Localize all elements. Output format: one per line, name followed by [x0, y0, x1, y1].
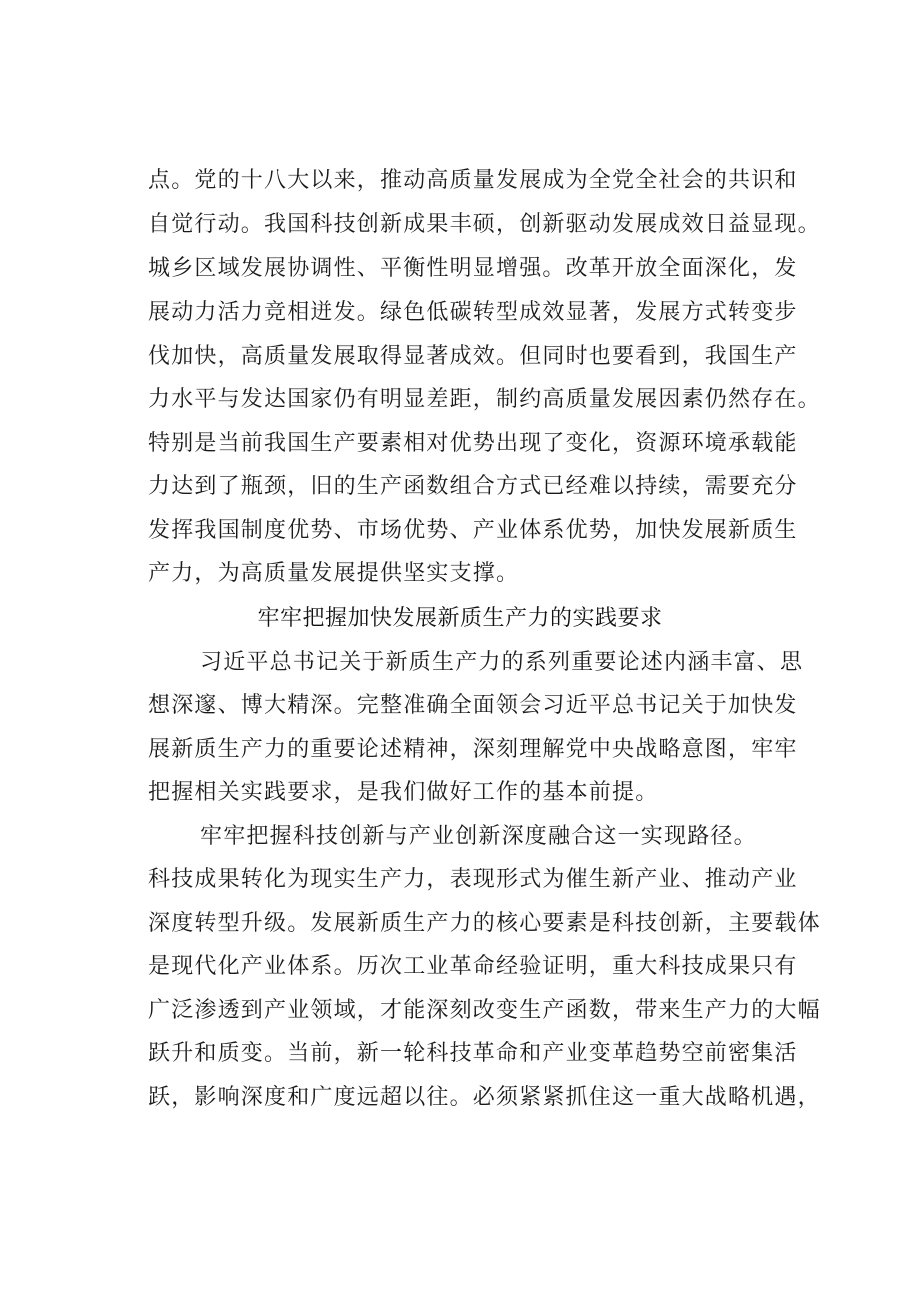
paragraph-line: 深度转型升级。发展新质生产力的核心要素是科技创新，主要载体 — [148, 911, 821, 936]
paragraph-line: 科技成果转化为现实生产力，表现形式为催生新产业、推动产业 — [148, 867, 798, 892]
paragraph-line: 跃，影响深度和广度远超以往。必须紧紧抓住这一重大战略机遇， — [148, 1085, 821, 1110]
paragraph-line: 特别是当前我国生产要素相对优势出现了变化，资源环境承载能 — [148, 431, 798, 456]
paragraph-line: 是现代化产业体系。历次工业革命经验证明，重大科技成果只有 — [148, 954, 798, 979]
paragraph-line: 伐加快，高质量发展取得显著成效。但同时也要看到，我国生产 — [148, 344, 798, 369]
paragraph-line: 牢牢把握科技创新与产业创新深度融合这一实现路径。 — [200, 824, 757, 849]
paragraph-line: 展动力活力竞相迸发。绿色低碳转型成效显著，发展方式转变步 — [148, 300, 798, 325]
paragraph-line: 习近平总书记关于新质生产力的系列重要论述内涵丰富、思 — [200, 650, 804, 675]
paragraph-line: 广泛渗透到产业领域，才能深刻改变生产函数，带来生产力的大幅 — [148, 998, 821, 1023]
paragraph-line: 想深邃、博大精深。完整准确全面领会习近平总书记关于加快发 — [148, 693, 798, 718]
section-heading: 牢牢把握加快发展新质生产力的实践要求 — [257, 606, 663, 631]
paragraph-line: 展新质生产力的重要论述精神，深刻理解党中央战略意图，牢牢 — [148, 737, 798, 762]
paragraph-line: 产力，为高质量发展提供坚实支撑。 — [148, 561, 520, 586]
paragraph-line: 力水平与发达国家仍有明显差距，制约高质量发展因素仍然存在。 — [148, 387, 821, 412]
paragraph-line: 点。党的十八大以来，推动高质量发展成为全党全社会的共识和 — [148, 168, 798, 193]
paragraph-line: 城乡区域发展协调性、平衡性明显增强。改革开放全面深化，发 — [148, 256, 798, 281]
paragraph-line: 力达到了瓶颈，旧的生产函数组合方式已经难以持续，需要充分 — [148, 474, 798, 499]
paragraph-line: 把握相关实践要求，是我们做好工作的基本前提。 — [148, 780, 659, 805]
paragraph-line: 自觉行动。我国科技创新成果丰硕，创新驱动发展成效日益显现。 — [148, 212, 821, 237]
paragraph-line: 发挥我国制度优势、市场优势、产业体系优势，加快发展新质生 — [148, 518, 798, 543]
paragraph-line: 跃升和质变。当前，新一轮科技革命和产业变革趋势空前密集活 — [148, 1041, 798, 1066]
